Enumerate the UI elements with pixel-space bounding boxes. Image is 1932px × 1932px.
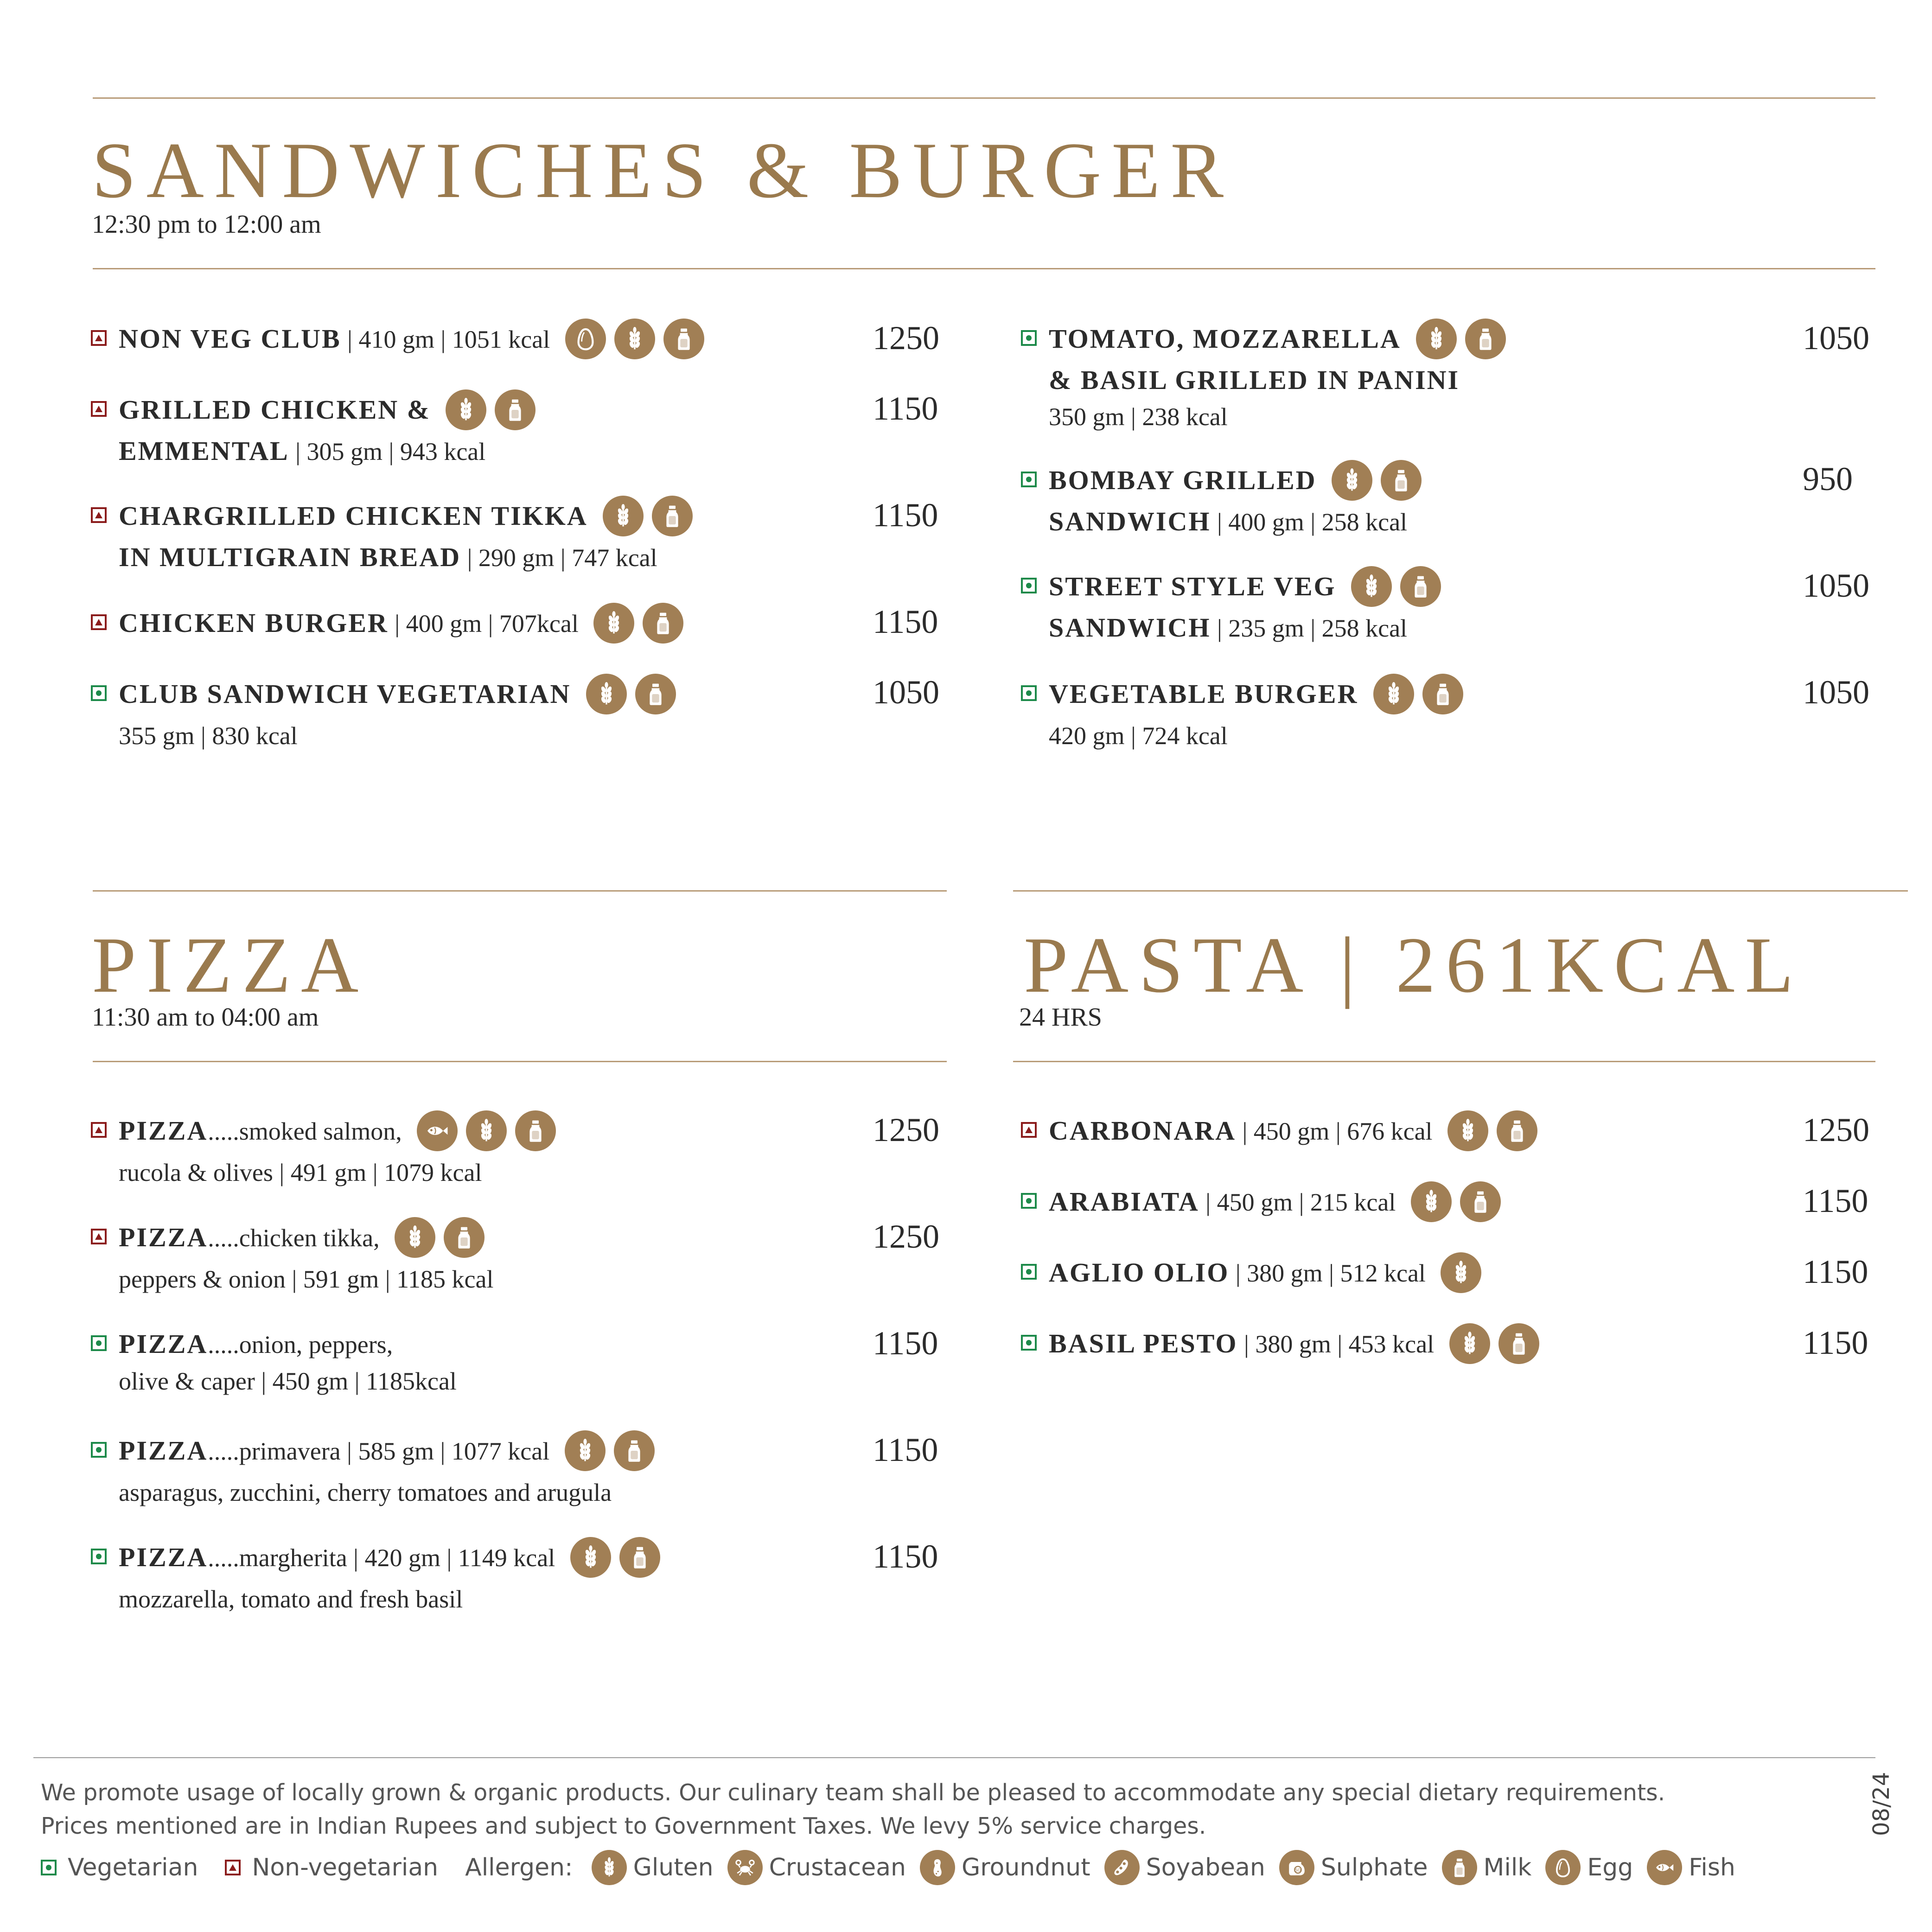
wheat-icon [466,1110,507,1151]
wheat-icon [1441,1252,1481,1293]
item-meta: olive & caper | 450 gm | 1185kcal [119,1367,457,1395]
item-name-line2: SANDWICH [1049,612,1211,643]
soybean-icon [1104,1850,1140,1885]
egg-icon [565,319,606,359]
item-name: ARABIATA [1049,1186,1199,1217]
pasta-hours: 24 HRS [1019,1003,1102,1032]
veg-mark [1021,1335,1037,1351]
non-veg-mark [91,614,107,630]
item-price: 1050 [1803,319,1869,357]
milk-bottle-icon [1465,319,1506,359]
page-code: 08/24 [1868,1772,1894,1836]
menu-item [91,1433,655,1511]
milk-bottle-icon [663,319,704,359]
menu-item [1021,1326,1539,1367]
menu-item [1021,1255,1481,1296]
item-price: 1250 [873,319,939,357]
item-name: GRILLED CHICKEN & [119,395,431,425]
veg-mark [1021,685,1037,701]
egg-icon [1545,1850,1581,1885]
legend-crustacean [727,1850,906,1885]
sulphate-icon [1279,1850,1314,1885]
item-meta: | 450 gm | 676 kcal [1236,1117,1433,1145]
item-desc: .....margherita | 420 gm | 1149 kcal [208,1544,555,1572]
item-name: PIZZA [119,1329,208,1359]
menu-item [91,1539,660,1617]
item-price: 1150 [1803,1182,1868,1219]
menu-item [91,605,683,646]
item-meta: | 305 gm | 943 kcal [289,437,486,465]
veg-mark [91,1549,107,1564]
item-name: CLUB SANDWICH VEGETARIAN [119,679,571,709]
item-name: TOMATO, MOZZARELLA [1049,324,1401,354]
milk-bottle-icon [515,1110,556,1151]
menu-item [1021,1113,1537,1154]
legend-egg [1545,1850,1633,1885]
veg-mark [91,1335,107,1351]
item-meta: | 380 gm | 453 kcal [1237,1330,1435,1358]
allergen-name: Gluten [633,1854,714,1881]
fish-icon [1647,1850,1682,1885]
allergen-name: Groundnut [962,1854,1090,1881]
fish-icon [417,1110,458,1151]
pasta-top-rule [1013,890,1908,892]
menu-item [91,321,704,362]
item-name: BASIL PESTO [1049,1328,1238,1358]
wheat-icon [1351,566,1392,607]
item-meta: | 235 gm | 258 kcal [1211,614,1408,642]
legend-soyabean [1104,1850,1265,1885]
allergen-name: Fish [1689,1854,1735,1881]
item-name: CHICKEN BURGER [119,608,389,638]
footer-rule [33,1757,1875,1758]
legend [41,1850,1749,1885]
item-name: PIZZA [119,1542,208,1572]
wheat-icon [1447,1110,1488,1151]
item-meta: | 400 gm | 707kcal [388,610,579,638]
legend-veg-label: Vegetarian [68,1854,198,1881]
item-name: STREET STYLE VEG [1049,571,1336,601]
pizza-rule [93,1061,947,1062]
item-name: AGLIO OLIO [1049,1257,1230,1288]
allergen-name: Milk [1483,1854,1532,1881]
item-desc: .....chicken tikka, [208,1224,380,1252]
wheat-icon [586,674,627,714]
menu-item [1021,321,1506,435]
item-name-line2: EMMENTAL [119,435,289,466]
veg-mark [1021,1193,1037,1209]
item-name: PIZZA [119,1435,208,1466]
non-veg-mark [91,1122,107,1138]
wheat-icon [1373,674,1414,714]
item-meta: | 380 gm | 512 kcal [1229,1259,1426,1287]
menu-item [1021,462,1422,540]
item-name-line2: SANDWICH [1049,506,1211,536]
sandwiches-title: SANDWICHES & BURGER [92,127,1234,215]
item-name: NON VEG CLUB [119,324,341,354]
veg-mark [91,1442,107,1458]
allergen-name: Egg [1587,1854,1633,1881]
pasta-rule [1013,1061,1875,1062]
legend-sulphate [1279,1850,1428,1885]
wheat-icon [603,496,644,536]
allergen-name: Sulphate [1320,1854,1428,1881]
sandwiches-hours: 12:30 pm to 12:00 am [92,210,321,239]
non-veg-mark [91,401,107,417]
item-price: 1250 [873,1218,939,1255]
menu-item [1021,568,1441,646]
item-meta: asparagus, zucchini, cherry tomatoes and arugula [119,1478,612,1506]
item-meta: mozzarella, tomato and fresh basil [119,1585,463,1613]
non-veg-mark [225,1860,241,1875]
wheat-icon [592,1850,627,1885]
item-price: 1150 [873,390,938,427]
milk-bottle-icon [1497,1110,1537,1151]
menu-item [1021,676,1463,754]
top-rule [93,97,1875,99]
item-price: 1150 [1803,1324,1868,1361]
item-meta: | 450 gm | 215 kcal [1199,1188,1396,1216]
wheat-icon [1449,1323,1490,1364]
milk-bottle-icon [635,674,676,714]
milk-bottle-icon [614,1430,655,1471]
item-desc: .....smoked salmon, [208,1117,402,1145]
legend-nonveg [225,1854,438,1881]
milk-bottle-icon [444,1217,485,1258]
veg-mark [1021,578,1037,593]
pizza-top-rule [93,890,947,892]
menu-item [91,392,536,470]
peanut-icon [920,1850,955,1885]
legend-veg [41,1854,198,1881]
milk-bottle-icon [1381,460,1422,501]
veg-mark [1021,1264,1037,1280]
menu-item [91,1326,457,1399]
milk-bottle-icon [1442,1850,1477,1885]
item-price: 1150 [873,1431,938,1468]
item-price: 1150 [873,1325,938,1362]
item-meta: 350 gm | 238 kcal [1049,402,1228,431]
milk-bottle-icon [495,389,536,430]
item-meta: | 400 gm | 258 kcal [1211,508,1408,536]
veg-mark [41,1860,57,1875]
wheat-icon [593,603,634,644]
non-veg-mark [91,1229,107,1244]
item-price: 1150 [873,497,938,534]
wheat-icon [565,1430,606,1471]
item-price: 1050 [1803,674,1869,711]
menu-item [91,676,676,754]
non-veg-mark [91,330,107,346]
item-name-line2: IN MULTIGRAIN BREAD [119,542,461,572]
milk-bottle-icon [1400,566,1441,607]
allergen-label: Allergen: [465,1854,573,1881]
item-price: 1150 [873,603,938,640]
veg-mark [91,685,107,701]
milk-bottle-icon [1422,674,1463,714]
wheat-icon [446,389,486,430]
wheat-icon [614,319,655,359]
item-price: 1050 [873,674,939,711]
milk-bottle-icon [1460,1181,1501,1222]
item-price: 950 [1803,460,1853,497]
item-desc: .....primavera | 585 gm | 1077 kcal [208,1437,550,1465]
item-meta: peppers & onion | 591 gm | 1185 kcal [119,1265,494,1293]
item-price: 1150 [1803,1253,1868,1290]
non-veg-mark [1021,1122,1037,1138]
item-name-line2: & BASIL GRILLED IN PANINI [1049,364,1460,395]
menu-item [91,1219,494,1297]
item-name: CARBONARA [1049,1116,1236,1146]
wheat-icon [1411,1181,1452,1222]
item-price: 1150 [873,1538,938,1575]
footer-note-1: We promote usage of locally grown & organic products. Our culinary team shall be pleased to accommodate any special dietary requirements. [41,1779,1665,1806]
wheat-icon [570,1537,611,1578]
footer-note-2: Prices mentioned are in Indian Rupees and subject to Government Taxes. We levy 5% service charges. [41,1813,1206,1839]
pizza-hours: 11:30 am to 04:00 am [92,1003,319,1032]
item-meta: 355 gm | 830 kcal [119,721,298,750]
item-meta: | 410 gm | 1051 kcal [341,325,550,353]
item-meta: 420 gm | 724 kcal [1049,721,1228,750]
veg-mark [1021,472,1037,487]
item-price: 1250 [873,1111,939,1148]
item-name: CHARGRILLED CHICKEN TIKKA [119,501,588,531]
wheat-icon [1416,319,1457,359]
veg-mark [1021,330,1037,346]
item-price: 1050 [1803,567,1869,604]
item-name: VEGETABLE BURGER [1049,679,1358,709]
item-meta: | 290 gm | 747 kcal [461,543,657,572]
legend-nonveg-label: Non-vegetarian [252,1854,439,1881]
wheat-icon [1332,460,1372,501]
milk-bottle-icon [619,1537,660,1578]
item-desc: .....onion, peppers, [208,1331,393,1358]
milk-bottle-icon [1498,1323,1539,1364]
legend-fish [1647,1850,1735,1885]
menu-item [91,1113,556,1191]
milk-bottle-icon [652,496,693,536]
item-name: BOMBAY GRILLED [1049,465,1317,495]
item-meta: rucola & olives | 491 gm | 1079 kcal [119,1158,482,1186]
menu-item [91,498,693,576]
legend-groundnut [920,1850,1090,1885]
sandwiches-rule [93,268,1875,269]
crab-icon [727,1850,763,1885]
menu-item [1021,1184,1501,1225]
legend-milk [1442,1850,1532,1885]
item-name: PIZZA [119,1116,208,1146]
item-price: 1250 [1803,1111,1869,1148]
allergen-name: Soyabean [1146,1854,1265,1881]
item-name: PIZZA [119,1222,208,1252]
milk-bottle-icon [643,603,683,644]
wheat-icon [395,1217,435,1258]
non-veg-mark [91,507,107,523]
pizza-title: PIZZA [92,921,369,1009]
pasta-title: PASTA | 261KCAL [1024,921,1804,1009]
legend-gluten [592,1850,714,1885]
allergen-name: Crustacean [769,1854,906,1881]
